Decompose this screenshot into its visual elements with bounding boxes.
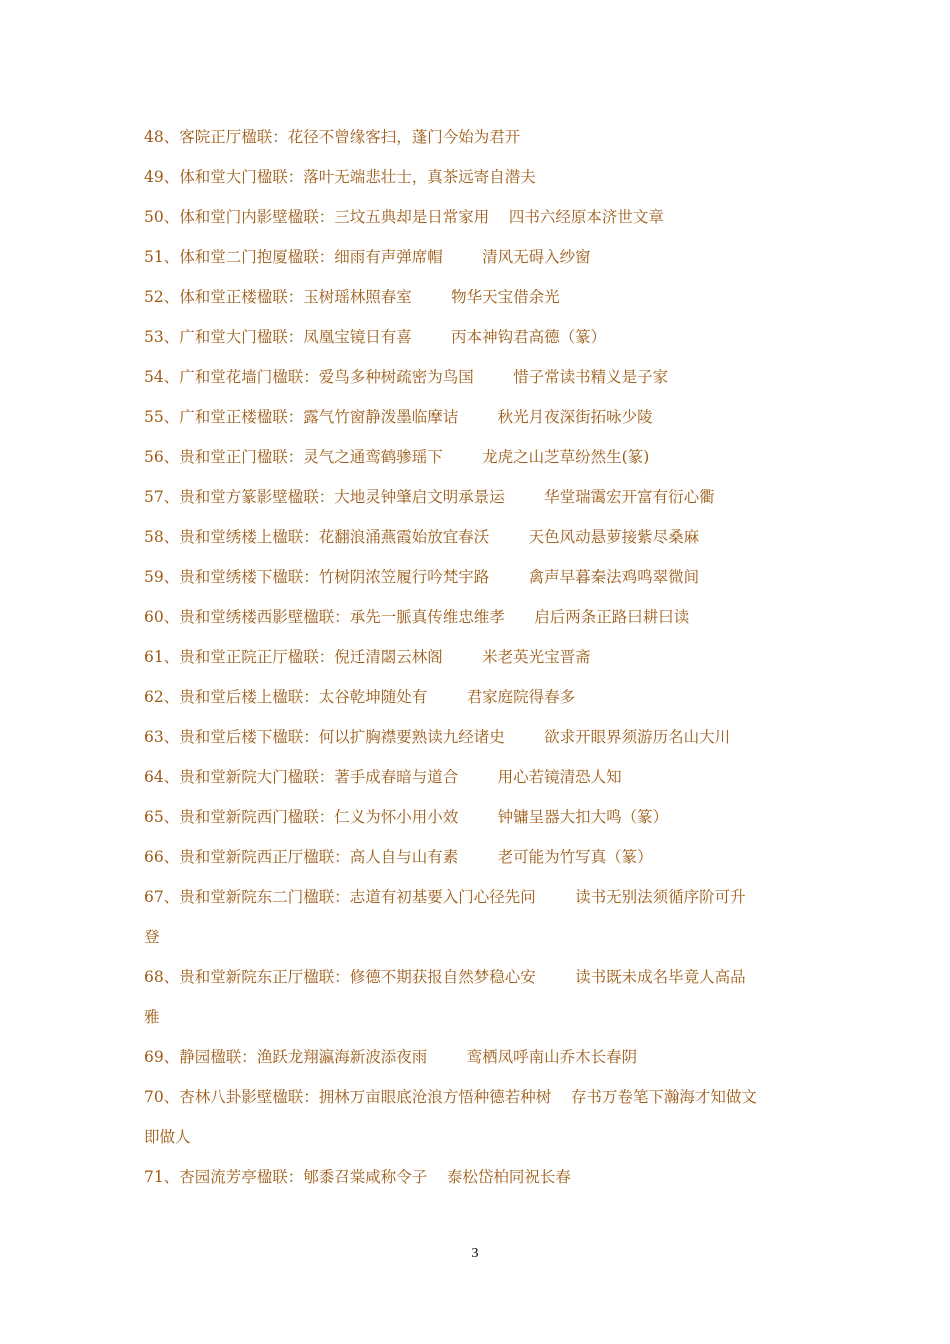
couplet-line-60: 60、贵和堂绣楼西影壁楹联：承先一脈真传维忠维孝 启后两条正路曰耕曰读 [144, 608, 690, 626]
couplet-line-54: 54、广和堂花墙门楹联：爱鸟多种树疏密为鸟国 惜子常读书精义是子家 [144, 368, 669, 386]
couplet-line-58: 58、贵和堂绣楼上楹联：花翻浪涌燕霞始放宜春沃 天色风动悬萝接紫尽桑麻 [144, 528, 700, 546]
couplet-line-70: 70、杏林八卦影壁楹联：拥林万亩眼底沧浪方悟种德若种树 存书万卷笔下瀚海才知做文 [144, 1088, 757, 1106]
couplet-line-70-wrap: 即做人 [144, 1128, 191, 1146]
couplet-line-68-wrap: 雅 [144, 1008, 160, 1026]
couplet-line-62: 62、贵和堂后楼上楹联：太谷乾坤随处有 君家庭院得春多 [144, 688, 576, 706]
couplet-line-63: 63、贵和堂后楼下楹联：何以扩胸襟要熟读九经诸史 欲求开眼界须游历名山大川 [144, 728, 731, 746]
couplet-line-59: 59、贵和堂绣楼下楹联：竹树阴浓笠履行吟梵宇路 禽声早暮秦法鸡鸣翠微间 [144, 568, 700, 586]
couplet-line-64: 64、贵和堂新院大门楹联：著手成春暗与道合 用心若镜清恐人知 [144, 768, 622, 786]
couplet-line-49: 49、体和堂大门楹联：落叶无端悲壮士，真茶远寄自潜夫 [144, 168, 536, 186]
couplet-line-52: 52、体和堂正楼楹联：玉树瑶林照春室 物华天宝借余光 [144, 288, 560, 306]
couplet-line-66: 66、贵和堂新院西正厅楹联：高人自与山有素 老可能为竹写真（篆） [144, 848, 653, 866]
couplet-line-57: 57、贵和堂方篆影壁楹联：大地灵钟肇启文明承景运 华堂瑞霭宏开富有衍心衢 [144, 488, 715, 506]
page-number: 3 [471, 1246, 479, 1261]
couplet-line-50: 50、体和堂门内影壁楹联：三坟五典却是日常家用 四书六经原本济世文章 [144, 208, 664, 226]
couplet-line-61: 61、贵和堂正院正厅楹联：倪迁清閟云林阁 米老英光宝晋斋 [144, 648, 591, 666]
couplet-line-53: 53、广和堂大门楹联：凤凰宝镜日有喜 丙本神钩君高德（篆） [144, 328, 607, 346]
couplet-line-69: 69、静园楹联：渔跃龙翔瀛海新波添夜雨 鸾栖凤呼南山乔木长春阴 [144, 1048, 638, 1066]
couplet-line-51: 51、体和堂二门抱厦楹联：细雨有声弹席帽 清风无碍入纱窗 [144, 248, 591, 266]
couplet-line-68: 68、贵和堂新院东正厅楹联：修德不期获报自然梦稳心安 读书既未成名毕竟人高品 [144, 968, 746, 986]
couplet-line-55: 55、广和堂正楼楹联：露气竹窗静泼墨临摩诘 秋光月夜深街拓咏少陵 [144, 408, 653, 426]
couplet-line-56: 56、贵和堂正门楹联：灵气之通鸾鹤骖瑶下 龙虎之山芝草纷然生(篆) [144, 448, 650, 466]
couplet-line-71: 71、杏园流芳亭楹联：郇黍召棠咸称令子 泰松岱柏同祝长春 [144, 1168, 571, 1186]
couplet-line-48: 48、客院正厅楹联：花径不曾缘客扫，蓬门今始为君开 [144, 128, 521, 146]
couplet-line-65: 65、贵和堂新院西门楹联：仁义为怀小用小效 钟镛呈器大扣大鸣（篆） [144, 808, 669, 826]
couplet-line-67: 67、贵和堂新院东二门楹联：志道有初基要入门心径先问 读书无别法须循序阶可升 [144, 888, 746, 906]
couplet-list [144, 117, 814, 1197]
couplet-line-67-wrap: 登 [144, 928, 160, 946]
